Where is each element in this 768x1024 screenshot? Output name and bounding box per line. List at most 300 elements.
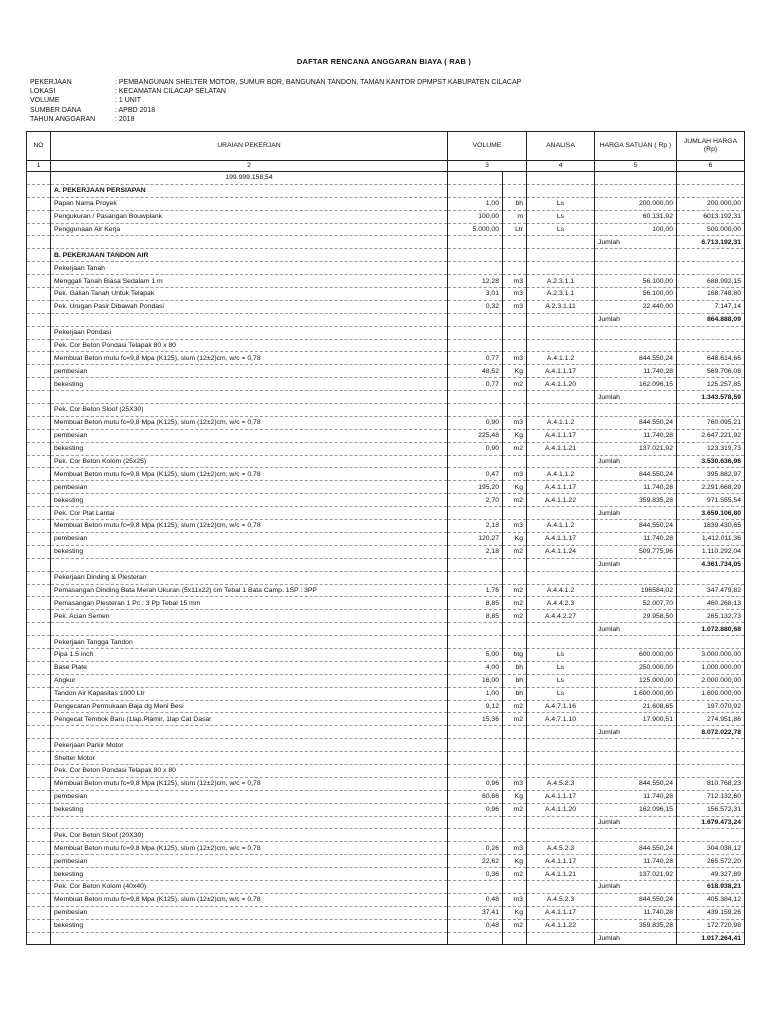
cell-no xyxy=(27,455,51,468)
cell-no xyxy=(27,545,51,558)
cell-volume xyxy=(448,752,503,765)
table-row xyxy=(27,597,745,610)
cell-no xyxy=(27,829,51,842)
colnum-6: 6 xyxy=(677,161,745,172)
table-row xyxy=(27,648,745,661)
table-row xyxy=(27,610,745,623)
cell-volume: 0,96 xyxy=(448,777,503,790)
cell-jumlah-harga: 3.000.000,00 xyxy=(677,648,745,661)
table-row xyxy=(27,764,745,777)
cell-jumlah-harga: 460.268,13 xyxy=(677,597,745,610)
table-row xyxy=(27,545,745,558)
cell-uraian: pembesian xyxy=(51,790,448,803)
info-value: : 1 UNIT xyxy=(115,97,142,105)
cell-harga-satuan: 844.550,24 xyxy=(595,842,677,855)
cell-no xyxy=(27,674,51,687)
info-label: PEKERJAAN xyxy=(30,79,72,86)
cell-jumlah-harga: 123.319,73 xyxy=(677,442,745,455)
cell-no xyxy=(27,378,51,391)
cell-jumlah-harga: 265.132,73 xyxy=(677,610,745,623)
cell-satuan: Kg xyxy=(503,532,527,545)
cell-harga-satuan xyxy=(595,326,677,339)
cell-no xyxy=(27,429,51,442)
cell-harga-satuan: 137.021,92 xyxy=(595,442,677,455)
cell-jumlah-harga: 864.888,09 xyxy=(677,313,745,326)
cell-satuan: m3 xyxy=(503,468,527,481)
cell-satuan xyxy=(503,623,527,636)
cell-uraian: bekesting xyxy=(51,868,448,881)
cell-volume: 5.000,00 xyxy=(448,223,503,236)
cell-analisa: Ls xyxy=(527,648,595,661)
cell-analisa: A.4.1.1.17 xyxy=(527,365,595,378)
cell-harga-satuan xyxy=(595,764,677,777)
cell-satuan: btg xyxy=(503,648,527,661)
colnum-3: 3 xyxy=(448,161,527,172)
cell-harga-satuan xyxy=(595,339,677,352)
cell-volume: 0,48 xyxy=(448,919,503,932)
cell-no xyxy=(27,210,51,223)
cell-analisa xyxy=(527,623,595,636)
cell-jumlah-harga: 2.647.221,92 xyxy=(677,429,745,442)
cell-satuan: m3 xyxy=(503,842,527,855)
cell-satuan xyxy=(503,739,527,752)
cell-no xyxy=(27,739,51,752)
cell-no xyxy=(27,300,51,313)
cell-no xyxy=(27,790,51,803)
cell-volume: 2,18 xyxy=(448,545,503,558)
info-row xyxy=(30,87,521,96)
cell-uraian: Membuat Beton mutu fc=9,8 Mpa (K125), slum (12±2)cm, w/c = 0,78 xyxy=(51,777,448,790)
cell-satuan xyxy=(503,455,527,468)
cell-harga-satuan: Jumlah xyxy=(595,623,677,636)
table-row xyxy=(27,880,745,893)
cell-satuan: bh xyxy=(503,674,527,687)
cell-no xyxy=(27,184,51,197)
cell-satuan: Kg xyxy=(503,790,527,803)
cell-harga-satuan: 21.608,65 xyxy=(595,700,677,713)
cell-analisa xyxy=(527,313,595,326)
subtotal-row xyxy=(27,558,745,571)
cell-no xyxy=(27,855,51,868)
cell-harga-satuan: 844.550,24 xyxy=(595,777,677,790)
cell-jumlah-harga xyxy=(677,339,745,352)
cell-harga-satuan: Jumlah xyxy=(595,236,677,249)
cell-jumlah-harga xyxy=(677,249,745,262)
cell-volume: 0,36 xyxy=(448,868,503,881)
cell-analisa xyxy=(527,571,595,584)
cell-analisa: A.4.1.1.21 xyxy=(527,868,595,881)
cell-volume xyxy=(448,571,503,584)
table-row xyxy=(27,507,745,520)
cell-volume: 0,32 xyxy=(448,300,503,313)
cell-satuan: m2 xyxy=(503,494,527,507)
cell-jumlah-harga xyxy=(677,764,745,777)
table-row xyxy=(27,288,745,301)
cell-analisa: A.4.4.2.27 xyxy=(527,610,595,623)
cell-harga-satuan: 137.021,92 xyxy=(595,868,677,881)
table-row xyxy=(27,378,745,391)
table-row xyxy=(27,919,745,932)
header-uraian: URAIAN PEKERJAN xyxy=(51,132,448,161)
cell-satuan: bh xyxy=(503,197,527,210)
cell-no xyxy=(27,919,51,932)
cell-analisa: A.4.1.1.22 xyxy=(527,494,595,507)
cell-harga-satuan: 844.550,24 xyxy=(595,520,677,533)
cell-satuan xyxy=(503,339,527,352)
table-row xyxy=(27,249,745,262)
table-row xyxy=(27,893,745,906)
cell-analisa xyxy=(527,326,595,339)
cell-satuan: Ltr xyxy=(503,223,527,236)
cell-uraian: bekesting xyxy=(51,919,448,932)
cell-uraian: Pek. Acian Semen xyxy=(51,610,448,623)
cell-jumlah-harga: 3.530.636,96 xyxy=(677,455,745,468)
cell-satuan: Kg xyxy=(503,481,527,494)
cell-harga-satuan: 11.740,28 xyxy=(595,790,677,803)
subtotal-row xyxy=(27,623,745,636)
cell-analisa: A.4.1.1.17 xyxy=(527,532,595,545)
cell-jumlah-harga: 274.951,86 xyxy=(677,713,745,726)
cell-satuan xyxy=(503,571,527,584)
cell-no xyxy=(27,687,51,700)
cell-analisa: Ls xyxy=(527,674,595,687)
cell-jumlah-harga: 569.706,08 xyxy=(677,365,745,378)
cell-uraian xyxy=(51,623,448,636)
cell-harga-satuan: Jumlah xyxy=(595,313,677,326)
cell-satuan: m3 xyxy=(503,288,527,301)
table-row xyxy=(27,262,745,275)
cell-satuan xyxy=(503,249,527,262)
cell-analisa: A.4.1.1.20 xyxy=(527,803,595,816)
cell-analisa xyxy=(527,507,595,520)
subtotal-row xyxy=(27,313,745,326)
cell-analisa: A.4.1.1.2 xyxy=(527,416,595,429)
cell-uraian: bekesting xyxy=(51,494,448,507)
cell-jumlah-harga: 6.713.192,31 xyxy=(677,236,745,249)
cell-volume xyxy=(448,932,503,945)
cell-harga-satuan: 200.000,00 xyxy=(595,197,677,210)
cell-volume: 12,28 xyxy=(448,275,503,288)
info-label: SUMBER DANA xyxy=(30,106,82,114)
cell-no xyxy=(27,532,51,545)
info-row xyxy=(30,96,521,105)
table-row xyxy=(27,520,745,533)
cell-analisa: A.4.7.1.16 xyxy=(527,700,595,713)
cell-jumlah-harga: 810.768,23 xyxy=(677,777,745,790)
cell-analisa xyxy=(527,726,595,739)
cell-volume: 1,00 xyxy=(448,687,503,700)
cell-analisa xyxy=(527,184,595,197)
table-row xyxy=(27,752,745,765)
table-row xyxy=(27,700,745,713)
cell-analisa: Ls xyxy=(527,210,595,223)
cell-satuan: m2 xyxy=(503,442,527,455)
cell-uraian: Pek. Cor Beton Pondasi Telapak 80 x 80 xyxy=(51,764,448,777)
cell-satuan: m3 xyxy=(503,777,527,790)
cell-no xyxy=(27,288,51,301)
cell-no xyxy=(27,223,51,236)
cell-analisa: A.4.1.1.17 xyxy=(527,429,595,442)
cell-volume: 0,77 xyxy=(448,352,503,365)
cell-uraian xyxy=(51,236,448,249)
cell-no xyxy=(27,520,51,533)
table-row xyxy=(27,468,745,481)
cell-no xyxy=(27,842,51,855)
cell-no xyxy=(27,636,51,649)
cell-uraian: Pekerjaan Parkir Motor xyxy=(51,739,448,752)
cell-uraian: A. PEKERJAAN PERSIAPAN xyxy=(51,184,448,197)
cell-analisa: Ls xyxy=(527,687,595,700)
info-value: : APBD 2018 xyxy=(115,106,156,114)
cell-no xyxy=(27,468,51,481)
cell-jumlah-harga: 2.291.668,29 xyxy=(677,481,745,494)
cell-volume xyxy=(448,262,503,275)
cell-no xyxy=(27,893,51,906)
table-row xyxy=(27,442,745,455)
cell-uraian xyxy=(51,558,448,571)
cell-analisa: A.4.1.1.20 xyxy=(527,378,595,391)
cell-analisa: A.4.1.1.2 xyxy=(527,352,595,365)
table-row xyxy=(27,339,745,352)
cell-no xyxy=(27,726,51,739)
cell-jumlah-harga: 760.095,21 xyxy=(677,416,745,429)
cell-jumlah-harga: 1.600.000,00 xyxy=(677,687,745,700)
cell-volume: 3,01 xyxy=(448,288,503,301)
table-row xyxy=(27,210,745,223)
cell-harga-satuan: 250.000,00 xyxy=(595,661,677,674)
cell-volume: 0,48 xyxy=(448,893,503,906)
table-row xyxy=(27,868,745,881)
cell-uraian: Pek. Galian Tanah Untuk Telapak xyxy=(51,288,448,301)
cell-harga-satuan: 52.007,70 xyxy=(595,597,677,610)
cell-analisa xyxy=(527,752,595,765)
cell-satuan xyxy=(503,764,527,777)
cell-volume: 2,70 xyxy=(448,494,503,507)
cell-jumlah-harga: 3.659.106,80 xyxy=(677,507,745,520)
cell-no xyxy=(27,777,51,790)
cell-no xyxy=(27,416,51,429)
cell-uraian: Pekerjaan Pondasi xyxy=(51,326,448,339)
cell-uraian: pembesian xyxy=(51,365,448,378)
table-row xyxy=(27,416,745,429)
cell-harga-satuan: 11.740,28 xyxy=(595,532,677,545)
cell-no xyxy=(27,391,51,404)
cell-jumlah-harga: 405.384,12 xyxy=(677,893,745,906)
table-row xyxy=(27,184,745,197)
cell-no xyxy=(27,339,51,352)
cell-volume xyxy=(448,816,503,829)
cell-satuan: m2 xyxy=(503,610,527,623)
cell-analisa: A.4.5.2.3 xyxy=(527,893,595,906)
cell-satuan: m3 xyxy=(503,300,527,313)
info-row xyxy=(30,115,521,124)
cell-no xyxy=(27,558,51,571)
info-value: : 2018 xyxy=(115,115,135,123)
cell-satuan xyxy=(503,816,527,829)
cell-uraian: Pengecatan Permukaan Baja dg Meni Besi xyxy=(51,700,448,713)
colnum-4: 4 xyxy=(527,161,595,172)
cell-jumlah-harga: 6013.192,31 xyxy=(677,210,745,223)
header-harga-satuan: HARGA SATUAN ( Rp ) xyxy=(595,132,677,161)
table-row xyxy=(27,713,745,726)
cell-harga-satuan: 56.100,00 xyxy=(595,275,677,288)
cell-harga-satuan: Jumlah xyxy=(595,880,677,893)
cell-harga-satuan: Jumlah xyxy=(595,391,677,404)
cell-satuan: bh xyxy=(503,661,527,674)
cell-no xyxy=(27,648,51,661)
cell-analisa: A.4.1.1.2 xyxy=(527,520,595,533)
table-row xyxy=(27,429,745,442)
cell-volume xyxy=(448,764,503,777)
cell-harga-satuan: 11.740,28 xyxy=(595,481,677,494)
cell-no xyxy=(27,571,51,584)
cell-jumlah-harga: 347.479,82 xyxy=(677,584,745,597)
cell-analisa: A.2.3.1.11 xyxy=(527,300,595,313)
cell-uraian: Membuat Beton mutu fc=9,8 Mpa (K125), slum (12±2)cm, w/c = 0,78 xyxy=(51,842,448,855)
cell-volume: 0,96 xyxy=(448,803,503,816)
cell-analisa xyxy=(527,636,595,649)
cell-no xyxy=(27,880,51,893)
cell-analisa: Ls xyxy=(527,197,595,210)
cell-volume: 8,85 xyxy=(448,597,503,610)
cell-analisa xyxy=(527,172,595,185)
cell-volume: 0,47 xyxy=(448,468,503,481)
cell-jumlah-harga: 439.159,26 xyxy=(677,906,745,919)
cell-volume: 22,62 xyxy=(448,855,503,868)
cell-analisa: A.4.4.1.2 xyxy=(527,584,595,597)
colnum-5: 5 xyxy=(595,161,677,172)
cell-no xyxy=(27,481,51,494)
header-no: NO xyxy=(27,132,51,161)
table-row xyxy=(27,739,745,752)
cell-jumlah-harga xyxy=(677,172,745,185)
cell-satuan: m3 xyxy=(503,275,527,288)
cell-uraian: Menggali Tanah Biasa Sedalam 1 m xyxy=(51,275,448,288)
cell-uraian: bekesting xyxy=(51,442,448,455)
cell-volume xyxy=(448,455,503,468)
cell-analisa: A.2.3.1.1 xyxy=(527,275,595,288)
cell-uraian: Penggunaan Air Kerja xyxy=(51,223,448,236)
header-volume: VOLUME xyxy=(448,132,527,161)
cell-uraian: Pek. Cor Plat Lantai xyxy=(51,507,448,520)
table-row xyxy=(27,842,745,855)
cell-jumlah-harga: 712.132,60 xyxy=(677,790,745,803)
cell-analisa: A.4.7.1.10 xyxy=(527,713,595,726)
table-row xyxy=(27,571,745,584)
cell-harga-satuan xyxy=(595,262,677,275)
cell-satuan: m2 xyxy=(503,713,527,726)
cell-uraian: pembesian xyxy=(51,429,448,442)
cell-satuan: m3 xyxy=(503,520,527,533)
cell-no xyxy=(27,326,51,339)
table-row xyxy=(27,829,745,842)
cell-uraian: Pek. Cor Beton Kolom (40x40) xyxy=(51,880,448,893)
cell-volume: 1,76 xyxy=(448,584,503,597)
cell-uraian: B. PEKERJAAN TANDON AIR xyxy=(51,249,448,262)
cell-harga-satuan xyxy=(595,249,677,262)
cell-volume xyxy=(448,880,503,893)
cell-satuan xyxy=(503,262,527,275)
table-row xyxy=(27,584,745,597)
cell-no xyxy=(27,803,51,816)
table-row xyxy=(27,790,745,803)
cell-volume xyxy=(448,726,503,739)
cell-volume: 0,90 xyxy=(448,416,503,429)
cell-satuan: m2 xyxy=(503,700,527,713)
cell-jumlah-harga: 971.555,54 xyxy=(677,494,745,507)
cell-analisa: A.4.1.1.24 xyxy=(527,545,595,558)
table-row xyxy=(27,455,745,468)
cell-satuan xyxy=(503,184,527,197)
cell-satuan xyxy=(503,726,527,739)
cell-analisa: Ls xyxy=(527,223,595,236)
cell-volume xyxy=(448,739,503,752)
cell-satuan: m3 xyxy=(503,416,527,429)
cell-jumlah-harga xyxy=(677,571,745,584)
info-label: TAHUN ANGGARAN xyxy=(30,115,96,123)
cell-satuan: m2 xyxy=(503,919,527,932)
cell-harga-satuan: 509.775,96 xyxy=(595,545,677,558)
cell-uraian: Pek. Cor Beton Kolom (25x25) xyxy=(51,455,448,468)
cell-analisa xyxy=(527,249,595,262)
cell-no xyxy=(27,262,51,275)
cell-uraian: 199.999.158,54 xyxy=(51,172,448,185)
cell-uraian: pembesian xyxy=(51,481,448,494)
cell-satuan xyxy=(503,829,527,842)
cell-volume xyxy=(448,326,503,339)
table-row xyxy=(27,855,745,868)
table-header-row xyxy=(27,132,745,161)
cell-jumlah-harga: 168.748,80 xyxy=(677,288,745,301)
cell-volume xyxy=(448,558,503,571)
cell-harga-satuan: 1.600.000,00 xyxy=(595,687,677,700)
cell-volume: 0,77 xyxy=(448,378,503,391)
cell-satuan: m3 xyxy=(503,352,527,365)
cell-harga-satuan xyxy=(595,172,677,185)
cell-jumlah-harga: 156.572,31 xyxy=(677,803,745,816)
cell-no xyxy=(27,906,51,919)
cell-jumlah-harga: 688.992,15 xyxy=(677,275,745,288)
cell-harga-satuan: 162.096,15 xyxy=(595,378,677,391)
cell-analisa xyxy=(527,816,595,829)
cell-harga-satuan xyxy=(595,636,677,649)
cell-jumlah-harga: 395.882,97 xyxy=(677,468,745,481)
cell-no xyxy=(27,172,51,185)
cell-uraian: bekesting xyxy=(51,378,448,391)
cell-harga-satuan: Jumlah xyxy=(595,558,677,571)
cell-no xyxy=(27,442,51,455)
cell-jumlah-harga xyxy=(677,404,745,417)
cell-jumlah-harga xyxy=(677,636,745,649)
cell-analisa xyxy=(527,455,595,468)
cell-jumlah-harga: 1.072.880,68 xyxy=(677,623,745,636)
cell-uraian: Tandon Air Kapasitas 1000 Ltr xyxy=(51,687,448,700)
project-info xyxy=(30,78,521,124)
cell-analisa xyxy=(527,236,595,249)
cell-analisa: A.4.4.2.3 xyxy=(527,597,595,610)
cell-uraian: Pek. Cor Beton Pondasi Telapak 80 x 80 xyxy=(51,339,448,352)
cell-no xyxy=(27,494,51,507)
info-label: VOLUME xyxy=(30,97,60,105)
cell-jumlah-harga: 4.361.734,05 xyxy=(677,558,745,571)
cell-uraian: Pekerjaan Tangga Tandon xyxy=(51,636,448,649)
cell-uraian: Papan Nama Proyek xyxy=(51,197,448,210)
cell-uraian: Membuat Beton mutu fc=9,8 Mpa (K125), slum (12±2)cm, w/c = 0,78 xyxy=(51,468,448,481)
cell-no xyxy=(27,610,51,623)
cell-no xyxy=(27,584,51,597)
cell-no xyxy=(27,661,51,674)
cell-satuan xyxy=(503,236,527,249)
